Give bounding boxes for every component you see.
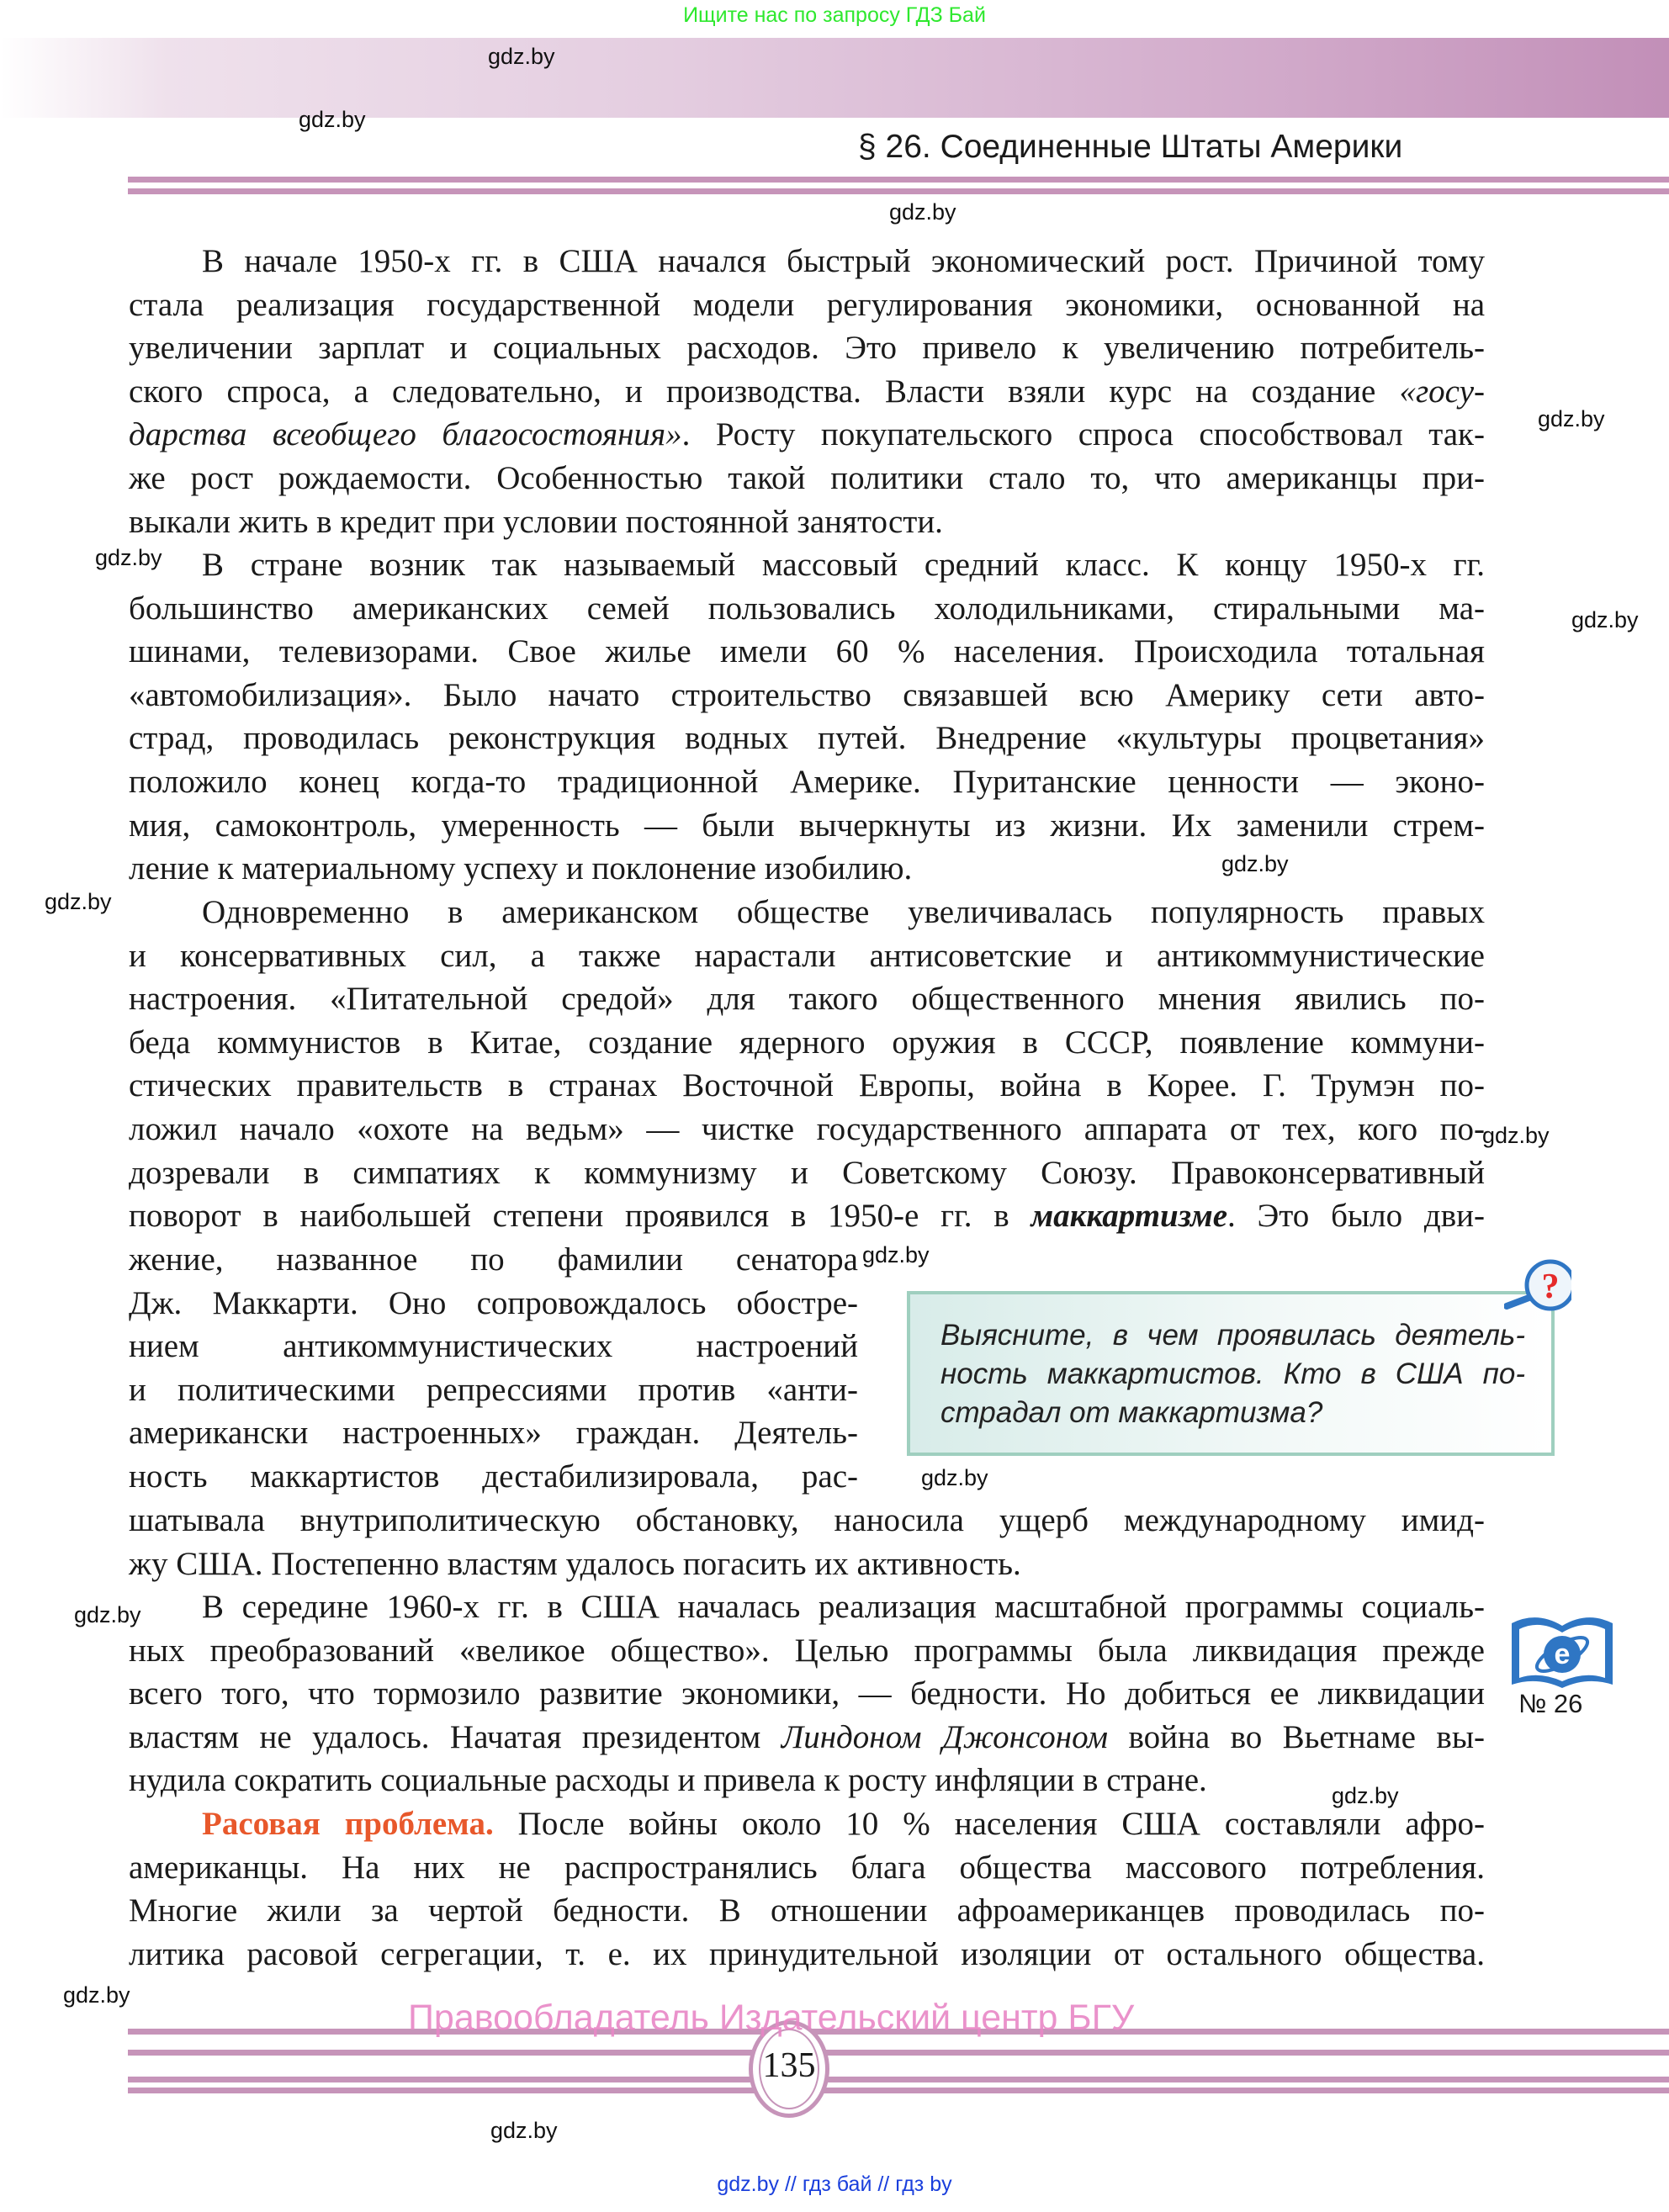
magnifier-question-icon bbox=[1504, 1257, 1571, 1316]
text-line: жу США. Постепенно властям удалось погасить их активность. bbox=[129, 1545, 1021, 1582]
watermark: gdz.by bbox=[1221, 851, 1289, 876]
text-line: стических правительств в странах Восточной Европы, война в Корее. Г. Трумэн по- bbox=[129, 1067, 1485, 1104]
footer-rule bbox=[128, 2088, 1669, 2093]
header-band bbox=[0, 38, 1669, 118]
watermark: gdz.by bbox=[1482, 1123, 1550, 1148]
text-line: американцы. На них не распространялись блага общества массового потребления. bbox=[129, 1849, 1485, 1886]
ebook-internet-icon[interactable] bbox=[1507, 1611, 1617, 1695]
text-line: нием антикоммунистических настроений bbox=[129, 1328, 858, 1365]
text-line: и консервативных сил, а также нарастали антисоветские и антикоммунистические bbox=[129, 937, 1485, 974]
page-number: 135 bbox=[762, 2046, 816, 2085]
footer-rule bbox=[128, 2050, 1669, 2056]
paragraph-2 bbox=[129, 543, 1485, 891]
watermark: gdz.by bbox=[45, 889, 112, 914]
text-line: нудила сократить социальные расходы и привела к росту инфляции в стране. bbox=[129, 1762, 1207, 1799]
svg-text:e: e bbox=[1554, 1638, 1571, 1670]
text-line: ложил начало «охоте на ведьм» — чистке государственного аппарата от тех, кого по- bbox=[129, 1110, 1485, 1147]
watermark: gdz.by bbox=[1571, 607, 1639, 632]
copyright-watermark: Правообладатель Издательский центр БГУ bbox=[408, 1998, 1135, 2038]
text-line: жение, названное по фамилии сенатора bbox=[129, 1241, 858, 1278]
text-line: В начале 1950-х гг. в США начался быстрый экономический рост. Причиной тому bbox=[202, 243, 1485, 279]
text-line: ского спроса, а следовательно, и производства. Власти взяли курс на создание «госу- bbox=[129, 373, 1485, 410]
header-rule-bottom bbox=[128, 188, 1669, 194]
text-line: дарства всеобщего благосостояния». Росту покупательского спроса способствовал так- bbox=[129, 416, 1485, 453]
text-line: выкали жить в кредит при условии постоянной занятости. bbox=[129, 503, 943, 540]
italic-term: «госу- bbox=[1399, 373, 1485, 410]
text-line: положило конец когда-то традиционной Америке. Пуританские ценности — эконо- bbox=[129, 763, 1485, 800]
paragraph-4 bbox=[129, 1585, 1485, 1802]
text-line: увеличении зарплат и социальных расходов. Это привело к увеличению потребитель- bbox=[129, 330, 1485, 367]
text-line: ление к материальному успеху и поклонение изобилию. bbox=[129, 850, 913, 887]
text-line: поворот в наибольшей степени проявился в 1950-е гг. в маккартизме. Это было дви- bbox=[129, 1198, 1485, 1235]
footer-rule bbox=[128, 2077, 1669, 2082]
text-line: ных преобразований «великое общество». Целью программы была ликвидация прежде bbox=[129, 1632, 1485, 1669]
text-line: Дж. Маккарти. Оно сопровождалось обостре- bbox=[129, 1284, 858, 1321]
text-line: Одновременно в американском обществе увеличивалась популярность правых bbox=[202, 894, 1485, 930]
paragraph-5 bbox=[129, 1802, 1485, 1976]
callout-line: Выясните, в чем проявилась деятель- bbox=[940, 1319, 1525, 1352]
italic-term: Линдоном Джонсоном bbox=[781, 1718, 1109, 1755]
text-line: В середине 1960-х гг. в США началась реализация масштабной программы социаль- bbox=[202, 1589, 1485, 1625]
resource-number[interactable]: № 26 bbox=[1518, 1689, 1583, 1718]
text-line: шинами, телевизорами. Свое жилье имели 60 % населения. Происходила тотальная bbox=[129, 633, 1485, 670]
text-line: большинство американских семей пользовались холодильниками, стиральными ма- bbox=[129, 590, 1485, 627]
text-line: американски настроенных» граждан. Деятель- bbox=[129, 1415, 858, 1452]
top-banner: Ищите нас по запросу ГДЗ Бай bbox=[683, 3, 986, 27]
text-line: стала реализация государственной модели регулирования экономики, основанной на bbox=[129, 286, 1485, 323]
watermark: gdz.by bbox=[490, 2118, 558, 2143]
paragraph-3 bbox=[129, 891, 1485, 1238]
watermark: gdz.by bbox=[299, 107, 366, 132]
text-line: страд, проводилась реконструкция водных путей. Внедрение «культуры процветания» bbox=[129, 720, 1485, 757]
svg-text:?: ? bbox=[1541, 1267, 1560, 1306]
italic-term: дарства всеобщего благосостояния» bbox=[129, 416, 682, 453]
bold-italic-term: маккартизме bbox=[1031, 1198, 1227, 1235]
text-line: всего того, что тормозило развитие экономики, — бедности. Но добиться ее ликвидации bbox=[129, 1675, 1485, 1712]
text-line: беда коммунистов в Китае, создание ядерного оружия в СССР, появление коммуни- bbox=[129, 1024, 1485, 1061]
watermark: gdz.by bbox=[1332, 1783, 1399, 1808]
question-callout-text bbox=[940, 1316, 1525, 1432]
text-line: «автомобилизация». Было начато строительство связавшей всю Америку сети авто- bbox=[129, 676, 1485, 713]
text-line: же рост рождаемости. Особенностью такой политики стало то, что американцы при- bbox=[129, 459, 1485, 496]
subheading: Расовая проблема. bbox=[202, 1806, 494, 1842]
watermark: gdz.by bbox=[1538, 406, 1605, 431]
paragraph-3-tail bbox=[129, 1499, 1485, 1585]
section-title: § 26. Соединенные Штаты Америки bbox=[858, 129, 1403, 165]
text-line: дозревали в симпатиях к коммунизму и Советскому Союзу. Правоконсервативный bbox=[129, 1154, 1485, 1191]
text-line: ность маккартистов дестабилизировала, рас- bbox=[129, 1458, 858, 1495]
paragraph-3-narrow bbox=[129, 1238, 858, 1499]
callout-line: ность маккартистов. Кто в США по- bbox=[940, 1357, 1525, 1390]
bottom-links[interactable]: gdz.by // гдз бай // гдз by bbox=[717, 2172, 952, 2196]
watermark: gdz.by bbox=[488, 44, 555, 69]
watermark: gdz.by bbox=[862, 1242, 930, 1267]
text-line: литика расовой сегрегации, т. е. их принудительной изоляции от остального общества. bbox=[129, 1935, 1485, 1972]
text-line: Расовая проблема. После войны около 10 % населения США составляли афро- bbox=[202, 1806, 1485, 1842]
header-rule-top bbox=[128, 177, 1669, 183]
text-line: Многие жили за чертой бедности. В отношении афроамериканцев проводилась по- bbox=[129, 1892, 1485, 1929]
watermark: gdz.by bbox=[63, 1982, 130, 2008]
watermark: gdz.by bbox=[889, 199, 956, 225]
text-line: властям не удалось. Начатая президентом Линдоном Джонсоном война во Вьетнаме вы- bbox=[129, 1718, 1486, 1755]
text-line: В стране возник так называемый массовый средний класс. К концу 1950-х гг. bbox=[202, 547, 1485, 583]
watermark: gdz.by bbox=[95, 545, 162, 570]
text-line: шатывала внутриполитическую обстановку, наносила ущерб международному имид- bbox=[129, 1502, 1485, 1538]
text-line: мия, самоконтроль, умеренность — были вычеркнуты из жизни. Их заменили стрем- bbox=[129, 807, 1485, 844]
watermark: gdz.by bbox=[74, 1602, 141, 1627]
text-line: настроения. «Питательной средой» для такого общественного мнения явились по- bbox=[129, 981, 1485, 1018]
paragraph-1 bbox=[129, 240, 1485, 543]
watermark: gdz.by bbox=[921, 1465, 988, 1490]
callout-line: страдал от маккартизма? bbox=[940, 1396, 1323, 1429]
text-line: и политическими репрессиями против «анти- bbox=[129, 1371, 858, 1408]
